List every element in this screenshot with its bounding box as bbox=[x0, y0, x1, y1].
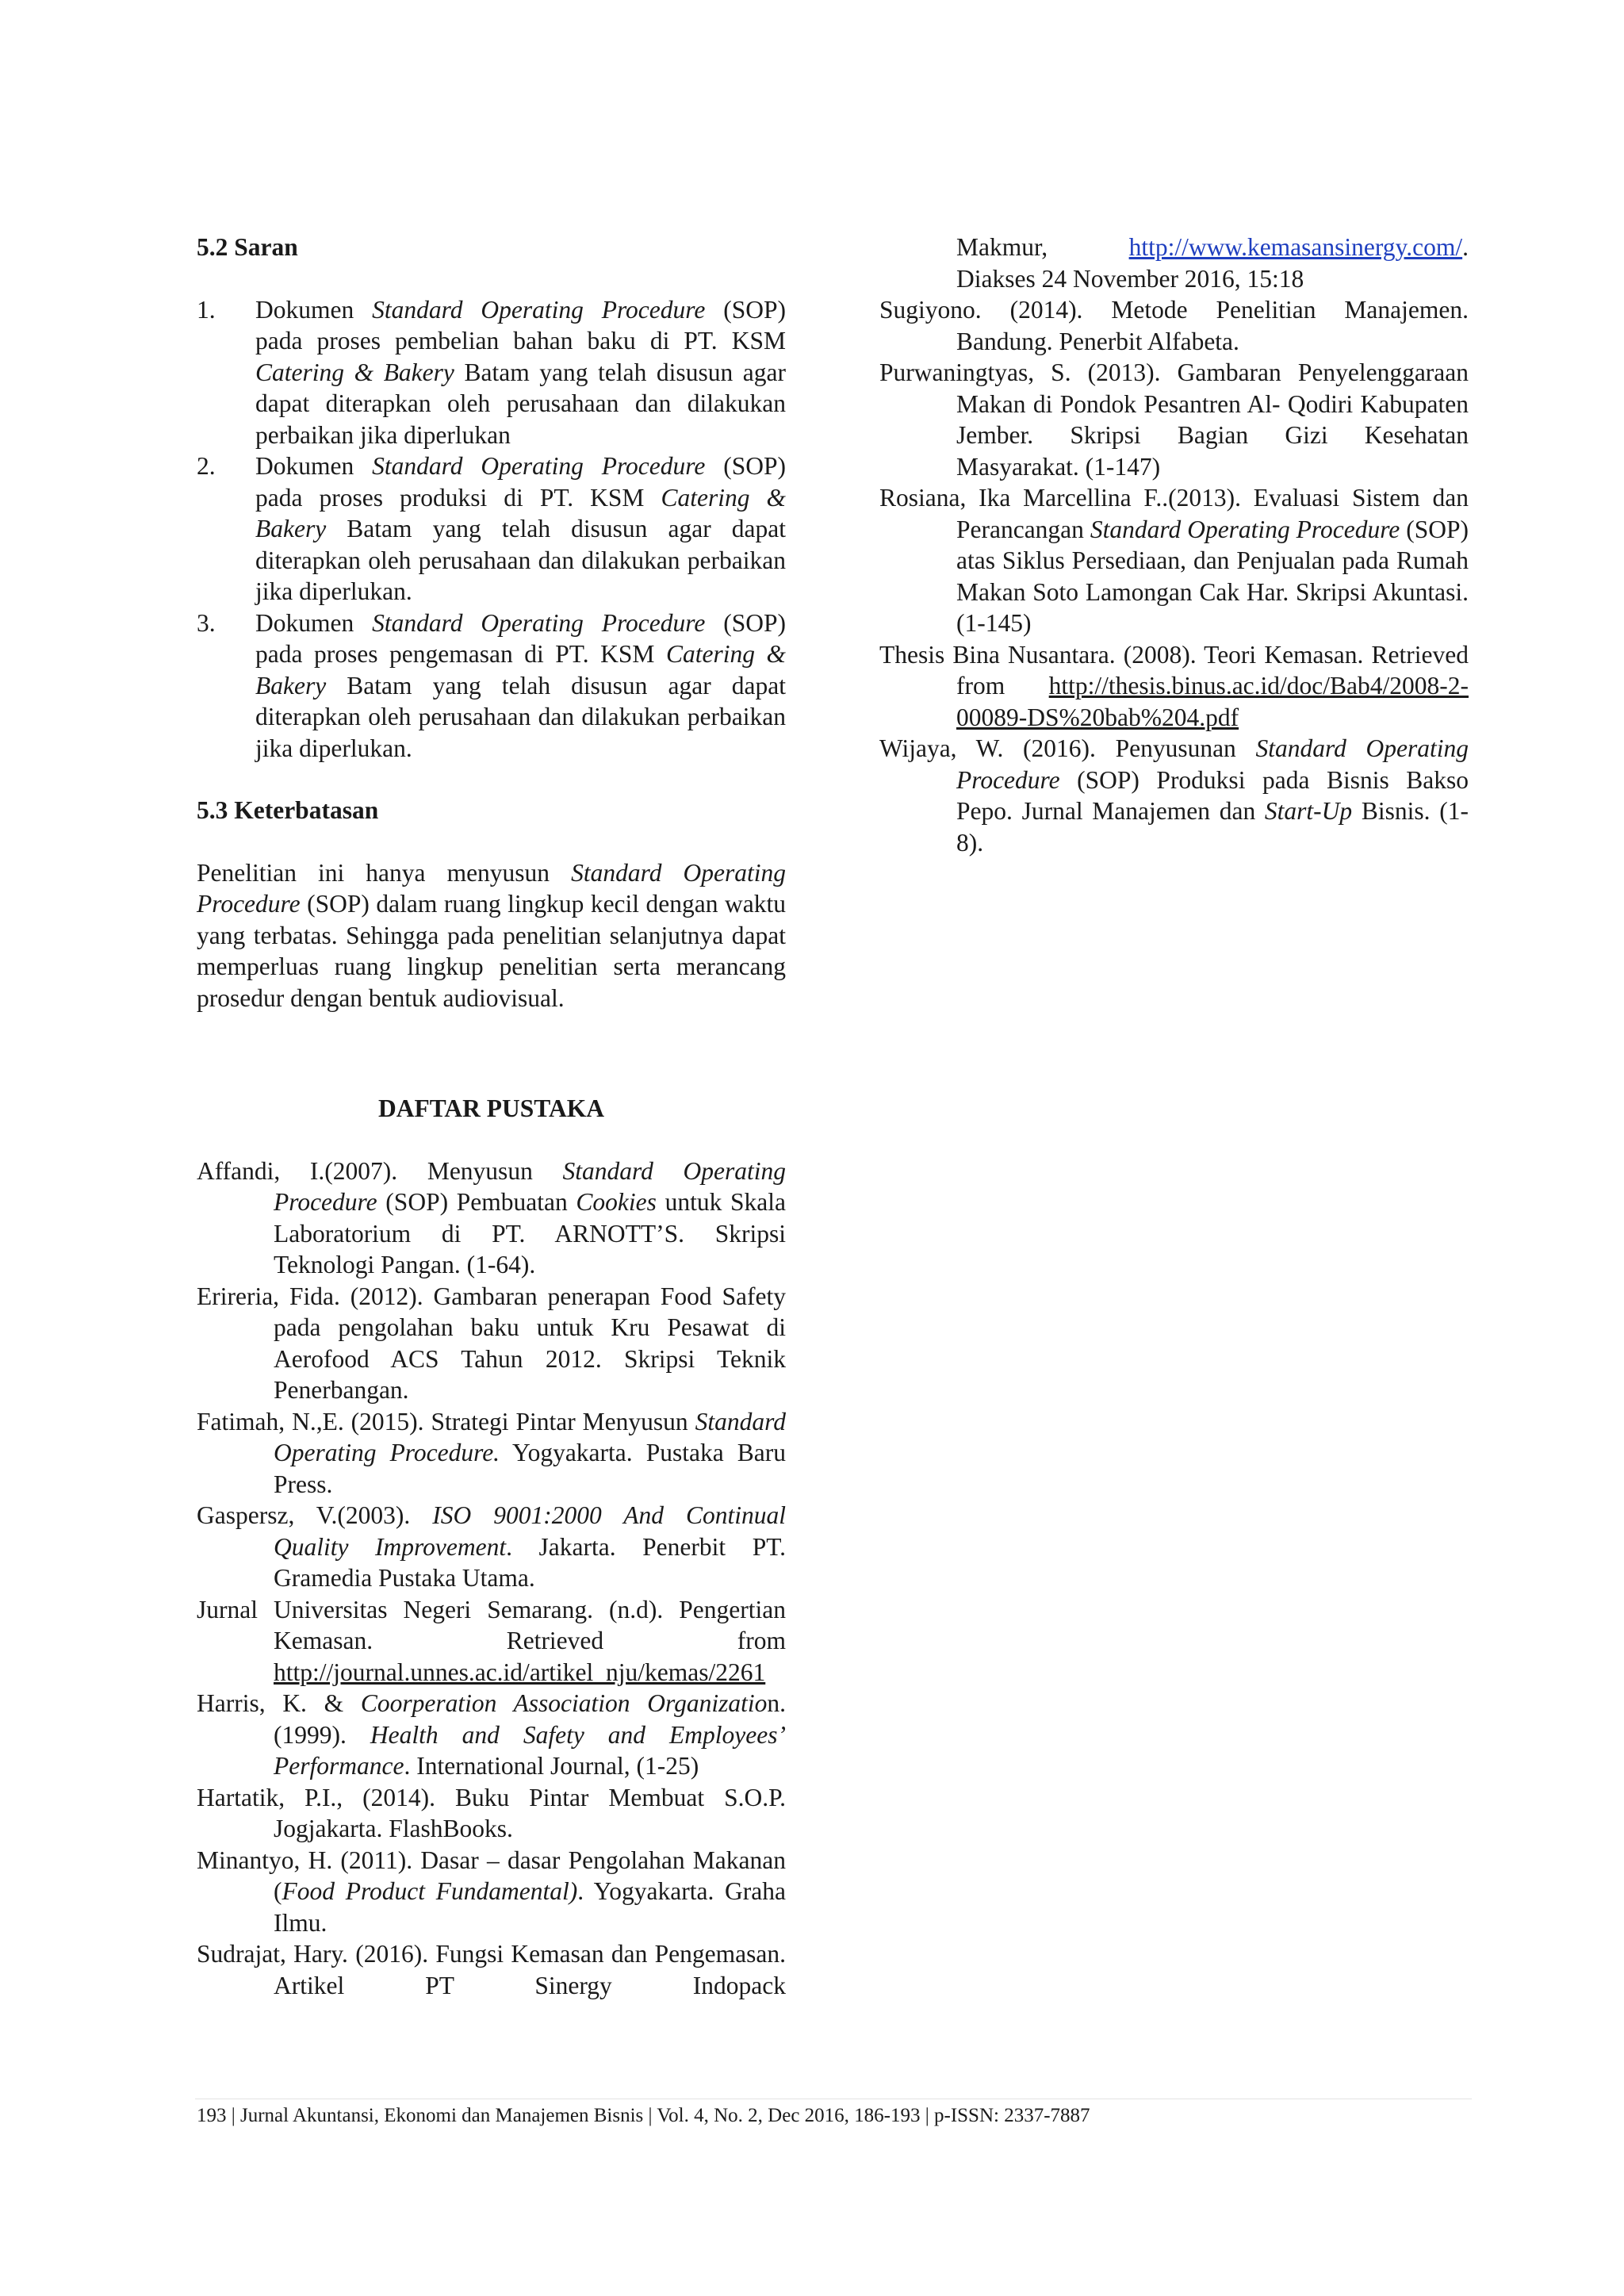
reference-entry bbox=[879, 482, 1469, 639]
italic-text: Standard Operating Procedure bbox=[372, 608, 706, 637]
italic-text: Catering & Bakery bbox=[255, 483, 786, 542]
text-run: (SOP) Produksi pada Bisnis Bakso Pepo. Jurnal Manajemen dan bbox=[956, 765, 1469, 825]
left-column bbox=[197, 232, 786, 2001]
text-run: (SOP) pada proses pembelian bahan baku di PT. KSM bbox=[255, 295, 787, 355]
text-run: Dokumen bbox=[255, 608, 373, 637]
text-run: Gaspersz, V.(2003). bbox=[197, 1501, 433, 1529]
text-run: Minantyo, H. (2011). Dasar – dasar Pengolahan Makanan ( bbox=[197, 1846, 786, 1905]
text-run: Yogyakarta. Pustaka Baru Press. bbox=[274, 1439, 786, 1498]
item-number: 2. bbox=[197, 452, 216, 480]
item-text bbox=[255, 296, 786, 449]
reference-entry bbox=[879, 294, 1469, 357]
text-run: Batam yang telah disusun agar dapat diterapkan oleh perusahaan dan dilakukan perbaikan jika diperlukan. bbox=[255, 515, 786, 605]
text-run: Jurnal Universitas Negeri Semarang. (n.d). Pengertian Kemasan. Retrieved from bbox=[197, 1595, 786, 1654]
text-run: Dokumen bbox=[255, 452, 373, 480]
reference-entry bbox=[197, 1500, 786, 1594]
text-run: Hartatik, P.I., (2014). Buku Pintar Membuat S.O.P. Jogjakarta. FlashBooks. bbox=[197, 1783, 786, 1842]
text-run: . Yogyakarta. Graha Ilmu. bbox=[274, 1877, 786, 1937]
text-run: Rosiana, Ika Marcellina F..(2013). Evaluasi Sistem dan Perancangan bbox=[879, 484, 1469, 543]
text-run: Affandi, I.(2007). Menyusun bbox=[197, 1156, 563, 1185]
section-heading-saran: 5.2 Saran bbox=[197, 233, 298, 261]
text-run: (SOP) Pembuatan bbox=[377, 1188, 576, 1216]
item-number: 1. bbox=[197, 295, 216, 324]
reference-entry bbox=[197, 1688, 786, 1782]
reference-entry bbox=[879, 639, 1469, 734]
text-run: Bisnis. (1-8). bbox=[956, 797, 1469, 857]
italic-text: Standard Operating Procedure bbox=[372, 295, 706, 324]
italic-text: Standard Operating Procedure bbox=[197, 858, 786, 918]
text-run: n. (1999). bbox=[274, 1689, 786, 1749]
bibliography-title: DAFTAR PUSTAKA bbox=[378, 1094, 604, 1122]
reference-url: http://thesis.binus.ac.id/doc/Bab4/2008-2-00089-DS%20bab%204.pdf bbox=[956, 672, 1469, 731]
italic-text: Cookies bbox=[576, 1188, 657, 1216]
page-footer: 193 | Jurnal Akuntansi, Ekonomi dan Manajemen Bisnis | Vol. 4, No. 2, Dec 2016, 186-193 | p-ISSN: 2337-7887 bbox=[197, 2105, 1090, 2126]
reference-entry bbox=[197, 1782, 786, 1845]
text-run: Penelitian ini hanya menyusun bbox=[197, 858, 572, 887]
reference-entry bbox=[879, 357, 1469, 482]
italic-text: Standard Operating Procedure bbox=[274, 1156, 787, 1216]
text-run: (SOP) dalam ruang lingkup kecil dengan waktu yang terbatas. Sehingga pada penelitian selanjutnya dapat memperluas ruang lingkup penelitian serta merancang prosedur dengan bentuk audiovisual. bbox=[197, 890, 786, 1012]
text-run: . Jakarta. Penerbit PT. Gramedia Pustaka Utama. bbox=[274, 1532, 786, 1592]
text-run: . International Journal, (1-25) bbox=[404, 1752, 699, 1780]
text-run: (SOP) atas Siklus Persediaan, dan Penjualan pada Rumah Makan Soto Lamongan Cak Har. Skripsi Akuntasi. (1-145) bbox=[956, 515, 1469, 637]
reference-link[interactable]: http://www.kemasansinergy.com/ bbox=[1128, 233, 1463, 261]
reference-continuation: Makmur, http://www.kemasansinergy.com/. bbox=[879, 232, 1469, 263]
italic-text: Standard Operating Procedure bbox=[956, 734, 1469, 794]
continuation-word: Makmur, bbox=[956, 233, 1048, 261]
italic-text: Start-Up bbox=[1264, 797, 1353, 825]
text-run: Harris, K. & bbox=[197, 1689, 361, 1717]
reference-entry bbox=[197, 1845, 786, 1939]
item-number: 3. bbox=[197, 608, 216, 637]
bibliography-list-right bbox=[879, 294, 1469, 858]
italic-text: ISO 9001:2000 And Continual Quality Improvement bbox=[274, 1501, 786, 1561]
saran-item bbox=[197, 294, 786, 451]
italic-text: Standard Operating Procedure bbox=[372, 452, 706, 480]
italic-text: Standard Operating Procedure. bbox=[274, 1407, 786, 1466]
italic-text: Catering & Bakery bbox=[255, 640, 786, 700]
text-run: Thesis Bina Nusantara. (2008). Teori Kemasan. Retrieved from bbox=[879, 640, 1469, 700]
saran-item bbox=[197, 450, 786, 608]
reference-entry bbox=[197, 1156, 786, 1281]
reference-entry bbox=[197, 1406, 786, 1501]
reference-entry bbox=[879, 733, 1469, 858]
text-run: Batam yang telah disusun agar dapat diterapkan oleh perusahaan dan dilakukan perbaikan jika diperlukan. bbox=[255, 671, 786, 762]
text-run: Fatimah, N.,E. (2015). Strategi Pintar Menyusun bbox=[197, 1407, 695, 1435]
right-column bbox=[879, 232, 1469, 858]
text-run: (SOP) pada proses pengemasan di PT. KSM bbox=[255, 608, 787, 668]
text-run: Wijaya, W. (2016). Penyusunan bbox=[879, 734, 1256, 762]
item-text bbox=[255, 452, 786, 605]
keterbatasan-paragraph bbox=[197, 857, 786, 1014]
text-run: Purwaningtyas, S. (2013). Gambaran Penyelenggaraan Makan di Pondok Pesantren Al- Qodiri Kabupaten Jember. Skripsi Bagian Gizi Kesehatan Masyarakat. (1-147) bbox=[879, 358, 1469, 481]
section-heading-keterbatasan: 5.3 Keterbatasan bbox=[197, 796, 379, 824]
item-text bbox=[255, 609, 786, 762]
italic-text: Coorperation Association Organizatio bbox=[360, 1689, 768, 1717]
reference-continuation: Diakses 24 November 2016, 15:18 bbox=[956, 264, 1304, 293]
text-run: Dokumen bbox=[255, 295, 373, 324]
text-run: Batam yang telah disusun agar dapat diterapkan oleh perusahaan dan dilakukan perbaikan jika diperlukan bbox=[255, 358, 786, 449]
reference-entry bbox=[197, 1594, 786, 1688]
italic-text: Food Product Fundamental) bbox=[282, 1877, 578, 1905]
text-run: (SOP) pada proses produksi di PT. KSM bbox=[255, 452, 787, 512]
saran-list bbox=[197, 294, 786, 765]
text-run: Sugiyono. (2014). Metode Penelitian Manajemen. Bandung. Penerbit Alfabeta. bbox=[879, 296, 1469, 355]
italic-text: Standard Operating Procedure bbox=[1090, 515, 1400, 543]
bibliography-list-left bbox=[197, 1156, 786, 2002]
text-run: Erireria, Fida. (2012). Gambaran penerapan Food Safety pada pengolahan baku untuk Kru Pesawat di Aerofood ACS Tahun 2012. Skripsi Teknik Penerbangan. bbox=[197, 1282, 786, 1404]
reference-entry: Sudrajat, Hary. (2016). Fungsi Kemasan dan Pengemasan. Artikel PT Sinergy Indopack bbox=[197, 1940, 786, 1999]
italic-text: Catering & Bakery bbox=[255, 358, 454, 386]
reference-entry bbox=[197, 1281, 786, 1406]
italic-text: Health and Safety and Employees’ Performance bbox=[274, 1720, 786, 1780]
reference-url: http://journal.unnes.ac.id/artikel_nju/kemas/2261 bbox=[274, 1658, 766, 1686]
text-run: untuk Skala Laboratorium di PT. ARNOTT’S. Skripsi Teknologi Pangan. (1-64). bbox=[274, 1188, 786, 1278]
saran-item bbox=[197, 608, 786, 765]
